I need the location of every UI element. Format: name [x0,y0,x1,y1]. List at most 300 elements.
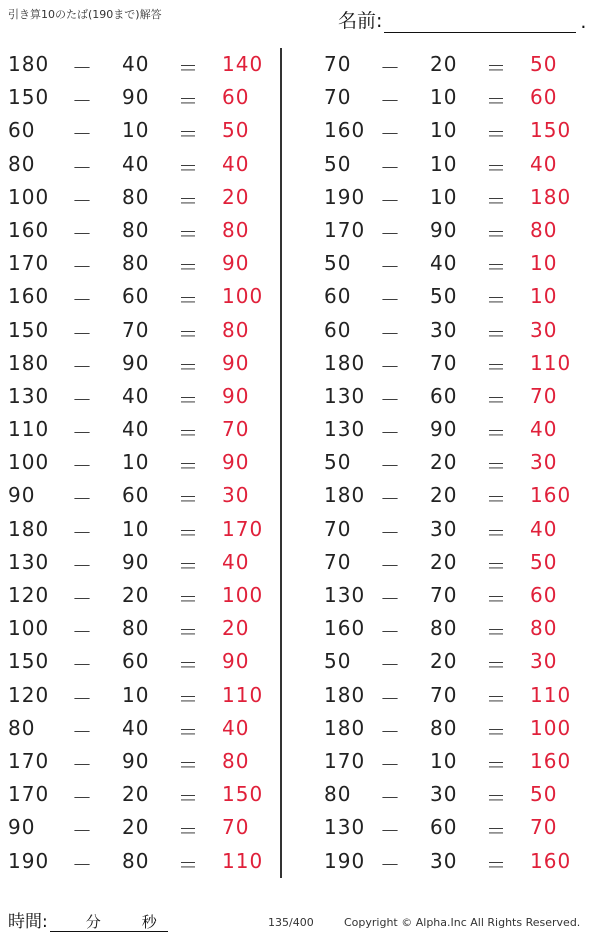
second-operand: 70 [430,350,458,375]
minus-sign: － [72,421,93,446]
problem-row [300,81,600,114]
first-operand: 170 [8,748,50,773]
time-label: 時間: [8,912,48,932]
first-operand: 160 [324,118,366,143]
equals-sign: ＝ [178,354,199,379]
second-operand: 70 [122,317,150,342]
problem-row [300,612,600,645]
first-operand: 70 [324,549,352,574]
first-operand: 80 [324,782,352,807]
problem-row [300,280,600,313]
minus-sign: － [380,653,401,678]
answer-value: 50 [530,549,558,574]
problem-row [300,413,600,446]
second-operand: 90 [430,217,458,242]
equals-sign: ＝ [178,487,199,512]
problem-row [300,479,600,512]
minus-sign: － [380,56,401,80]
second-operand: 80 [122,217,150,242]
second-operand: 30 [430,317,458,342]
second-operand: 10 [122,682,150,707]
first-operand: 150 [8,317,50,342]
first-operand: 130 [324,583,366,607]
problem-row [300,48,600,81]
first-operand: 150 [8,649,50,674]
equals-sign: ＝ [178,56,199,80]
first-operand: 130 [324,383,366,408]
problem-row [0,579,300,612]
answer-value: 40 [530,417,558,442]
second-operand: 90 [430,417,458,442]
answer-value: 140 [222,52,264,76]
equals-sign: ＝ [486,752,507,777]
minus-sign: － [380,288,401,313]
minus-sign: － [72,122,93,147]
second-operand: 10 [122,450,150,475]
name-end-mark: . [580,11,587,33]
equals-sign: ＝ [178,221,199,246]
first-operand: 170 [324,748,366,773]
equals-sign: ＝ [486,520,507,545]
equals-sign: ＝ [486,255,507,280]
problem-row [0,247,300,280]
second-operand: 60 [122,649,150,674]
equals-sign: ＝ [178,89,199,114]
first-operand: 130 [8,383,50,408]
first-operand: 180 [8,350,50,375]
answer-value: 100 [530,715,572,740]
minus-sign: － [380,354,401,379]
answer-value: 70 [222,417,250,442]
problem-row [300,845,600,878]
equals-sign: ＝ [486,387,507,412]
second-operand: 20 [122,815,150,840]
first-operand: 180 [324,350,366,375]
minus-sign: － [380,321,401,346]
minus-sign: － [380,587,401,611]
answer-value: 30 [222,483,250,508]
problem-row [0,380,300,413]
first-operand: 100 [8,184,50,209]
second-operand: 10 [430,118,458,143]
problem-row [0,148,300,181]
equals-sign: ＝ [486,421,507,446]
first-operand: 60 [8,118,36,143]
second-operand: 30 [430,516,458,541]
equals-sign: ＝ [486,288,507,313]
minus-sign: － [380,89,401,114]
left-problem-column [0,48,300,878]
answer-value: 60 [222,85,250,110]
second-operand: 30 [430,848,458,873]
equals-sign: ＝ [486,122,507,147]
problem-row [0,114,300,147]
minus-sign: － [380,553,401,578]
problem-row [300,778,600,811]
minus-sign: － [380,786,401,811]
time-blank-line [50,911,168,932]
answer-value: 100 [222,583,264,607]
equals-sign: ＝ [486,89,507,114]
equals-sign: ＝ [486,188,507,213]
second-operand: 80 [122,251,150,276]
problem-row [300,745,600,778]
equals-sign: ＝ [486,719,507,744]
equals-sign: ＝ [178,155,199,180]
equals-sign: ＝ [178,786,199,811]
minus-sign: － [380,620,401,645]
minus-sign: － [380,520,401,545]
minus-sign: － [72,255,93,280]
first-operand: 180 [8,52,50,76]
worksheet-title: 引き算10のたば(190まで)解答 [8,8,162,21]
right-problem-column [300,48,600,878]
seconds-unit: 秒 [141,913,157,931]
first-operand: 170 [8,251,50,276]
minus-sign: － [72,587,93,611]
answer-value: 40 [530,516,558,541]
second-operand: 80 [430,616,458,641]
problem-row [300,679,600,712]
problem-row [0,48,300,81]
equals-sign: ＝ [178,819,199,844]
answer-value: 80 [222,317,250,342]
equals-sign: ＝ [178,387,199,412]
answer-value: 10 [530,284,558,309]
problem-row [300,712,600,745]
second-operand: 70 [430,583,458,607]
first-operand: 160 [324,616,366,641]
minus-sign: － [72,752,93,777]
second-operand: 80 [122,184,150,209]
second-operand: 10 [430,85,458,110]
first-operand: 50 [324,649,352,674]
answer-value: 60 [530,583,558,607]
minus-sign: － [380,752,401,777]
answer-value: 80 [530,616,558,641]
answer-value: 70 [530,815,558,840]
first-operand: 110 [8,417,50,442]
answer-value: 160 [530,748,572,773]
first-operand: 100 [8,616,50,641]
minus-sign: － [72,487,93,512]
answer-value: 50 [222,118,250,143]
second-operand: 10 [430,748,458,773]
minus-sign: － [380,155,401,180]
problem-row [0,214,300,247]
problem-row [300,247,600,280]
problem-row [0,479,300,512]
problem-row [300,314,600,347]
second-operand: 90 [122,748,150,773]
minus-sign: － [380,454,401,479]
problem-row [300,513,600,546]
equals-sign: ＝ [486,620,507,645]
first-operand: 160 [8,217,50,242]
second-operand: 10 [430,184,458,209]
second-operand: 20 [122,583,150,607]
first-operand: 190 [324,184,366,209]
second-operand: 80 [122,616,150,641]
first-operand: 190 [324,848,366,873]
second-operand: 20 [430,649,458,674]
answer-value: 20 [222,184,250,209]
minus-sign: － [72,553,93,578]
equals-sign: ＝ [178,653,199,678]
equals-sign: ＝ [178,122,199,147]
problem-row [0,181,300,214]
first-operand: 180 [324,682,366,707]
equals-sign: ＝ [486,786,507,811]
minutes-unit: 分 [85,913,101,931]
equals-sign: ＝ [486,653,507,678]
equals-sign: ＝ [178,719,199,744]
first-operand: 80 [8,715,36,740]
first-operand: 120 [8,682,50,707]
second-operand: 20 [430,483,458,508]
minus-sign: － [72,653,93,678]
minus-sign: － [72,321,93,346]
answer-value: 90 [222,450,250,475]
answer-value: 110 [530,682,572,707]
name-label: 名前: [338,10,383,32]
second-operand: 60 [122,284,150,309]
problem-row [0,81,300,114]
equals-sign: ＝ [178,686,199,711]
answer-value: 40 [530,151,558,176]
problem-row [300,181,600,214]
minus-sign: － [380,487,401,512]
first-operand: 120 [8,583,50,607]
problem-row [0,347,300,380]
minus-sign: － [72,786,93,811]
first-operand: 90 [8,815,36,840]
problem-row [0,778,300,811]
second-operand: 90 [122,350,150,375]
problem-row [300,546,600,579]
first-operand: 50 [324,450,352,475]
answer-value: 110 [222,682,264,707]
problem-row [300,114,600,147]
copyright-notice: Copyright © Alpha.Inc All Rights Reserved. [344,916,581,929]
equals-sign: ＝ [178,188,199,213]
minus-sign: － [72,719,93,744]
second-operand: 80 [122,848,150,873]
second-operand: 40 [122,151,150,176]
second-operand: 80 [430,715,458,740]
minus-sign: － [72,56,93,80]
problem-row [0,845,300,878]
answer-value: 90 [222,649,250,674]
problem-row [300,579,600,612]
equals-sign: ＝ [178,752,199,777]
answer-value: 10 [530,251,558,276]
problem-row [300,148,600,181]
answer-value: 40 [222,549,250,574]
answer-value: 70 [222,815,250,840]
minus-sign: － [72,354,93,379]
problem-row [0,679,300,712]
second-operand: 40 [430,251,458,276]
second-operand: 50 [430,284,458,309]
second-operand: 40 [122,715,150,740]
second-operand: 30 [430,782,458,807]
equals-sign: ＝ [178,288,199,313]
problem-row [0,546,300,579]
first-operand: 50 [324,251,352,276]
equals-sign: ＝ [486,852,507,877]
equals-sign: ＝ [486,454,507,479]
problem-row [0,314,300,347]
minus-sign: － [72,454,93,479]
name-blank-line [384,10,576,33]
answer-value: 100 [222,284,264,309]
problem-row [300,380,600,413]
second-operand: 20 [430,549,458,574]
equals-sign: ＝ [486,221,507,246]
problem-row [0,280,300,313]
answer-value: 60 [530,85,558,110]
minus-sign: － [380,188,401,213]
first-operand: 80 [8,151,36,176]
equals-sign: ＝ [486,553,507,578]
equals-sign: ＝ [178,454,199,479]
equals-sign: ＝ [178,421,199,446]
problem-row [0,446,300,479]
minus-sign: － [380,122,401,147]
time-field [8,907,168,932]
equals-sign: ＝ [486,487,507,512]
answer-value: 40 [222,715,250,740]
first-operand: 130 [324,815,366,840]
minus-sign: － [380,387,401,412]
equals-sign: ＝ [486,587,507,611]
equals-sign: ＝ [178,587,199,611]
answer-value: 150 [530,118,572,143]
minus-sign: － [72,188,93,213]
second-operand: 40 [122,52,150,76]
equals-sign: ＝ [178,520,199,545]
minus-sign: － [72,520,93,545]
problem-row [300,645,600,678]
first-operand: 160 [8,284,50,309]
answer-value: 90 [222,383,250,408]
first-operand: 190 [8,848,50,873]
minus-sign: － [380,221,401,246]
minus-sign: － [380,421,401,446]
minus-sign: － [380,819,401,844]
problem-row [0,645,300,678]
answer-value: 30 [530,450,558,475]
problem-row [0,712,300,745]
answer-value: 30 [530,317,558,342]
minus-sign: － [380,255,401,280]
minus-sign: － [380,719,401,744]
first-operand: 180 [8,516,50,541]
first-operand: 100 [8,450,50,475]
answer-value: 160 [530,483,572,508]
second-operand: 60 [430,815,458,840]
equals-sign: ＝ [178,620,199,645]
minus-sign: － [380,852,401,877]
equals-sign: ＝ [486,354,507,379]
answer-value: 30 [530,649,558,674]
second-operand: 60 [430,383,458,408]
answer-value: 110 [222,848,264,873]
first-operand: 150 [8,85,50,110]
minus-sign: － [72,89,93,114]
answer-value: 110 [530,350,572,375]
second-operand: 10 [430,151,458,176]
first-operand: 170 [324,217,366,242]
equals-sign: ＝ [178,255,199,280]
equals-sign: ＝ [486,155,507,180]
answer-value: 80 [530,217,558,242]
equals-sign: ＝ [178,321,199,346]
answer-value: 90 [222,350,250,375]
first-operand: 60 [324,317,352,342]
answer-value: 50 [530,52,558,76]
equals-sign: ＝ [178,553,199,578]
first-operand: 70 [324,516,352,541]
answer-value: 80 [222,217,250,242]
minus-sign: － [72,155,93,180]
equals-sign: ＝ [486,56,507,80]
answer-value: 20 [222,616,250,641]
second-operand: 20 [122,782,150,807]
answer-value: 170 [222,516,264,541]
second-operand: 40 [122,417,150,442]
page-number: 135/400 [268,916,314,929]
second-operand: 90 [122,549,150,574]
answer-value: 150 [222,782,264,807]
answer-value: 90 [222,251,250,276]
answer-value: 180 [530,184,572,209]
second-operand: 60 [122,483,150,508]
first-operand: 130 [8,549,50,574]
second-operand: 20 [430,52,458,76]
minus-sign: － [72,620,93,645]
answer-value: 70 [530,383,558,408]
name-field [338,6,586,33]
problem-row [0,811,300,844]
minus-sign: － [72,852,93,877]
minus-sign: － [72,819,93,844]
first-operand: 70 [324,52,352,76]
minus-sign: － [380,686,401,711]
equals-sign: ＝ [486,819,507,844]
first-operand: 180 [324,715,366,740]
answer-value: 40 [222,151,250,176]
equals-sign: ＝ [486,686,507,711]
first-operand: 170 [8,782,50,807]
answer-value: 80 [222,748,250,773]
problem-row [300,347,600,380]
problem-row [300,446,600,479]
equals-sign: ＝ [486,321,507,346]
first-operand: 70 [324,85,352,110]
second-operand: 40 [122,383,150,408]
answer-value: 50 [530,782,558,807]
problem-row [0,513,300,546]
first-operand: 180 [324,483,366,508]
second-operand: 10 [122,118,150,143]
first-operand: 130 [324,417,366,442]
minus-sign: － [72,686,93,711]
first-operand: 50 [324,151,352,176]
first-operand: 60 [324,284,352,309]
second-operand: 10 [122,516,150,541]
